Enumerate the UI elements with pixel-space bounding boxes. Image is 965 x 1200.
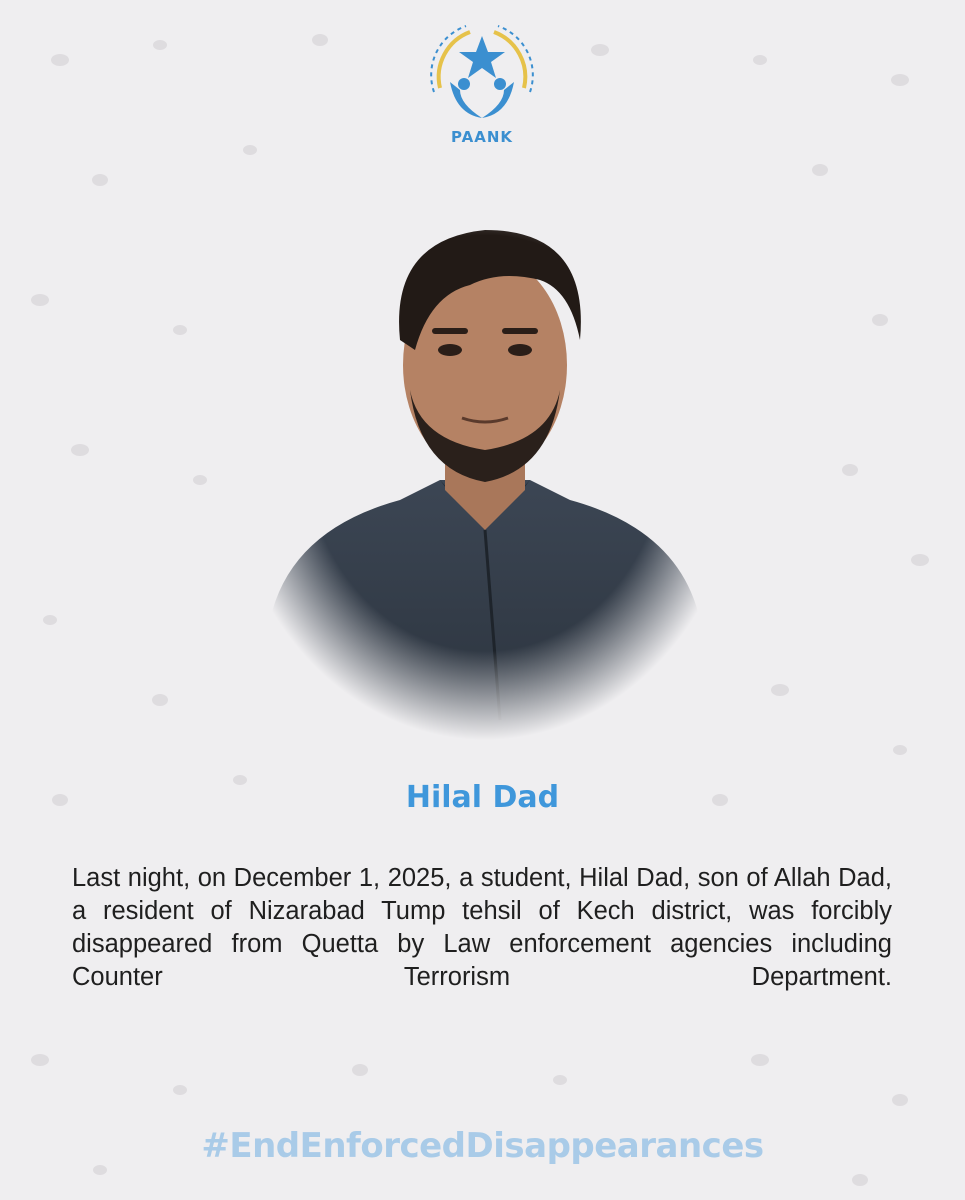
hashtag: #EndEnforcedDisappearances [201, 1126, 764, 1166]
portrait-photo [250, 200, 720, 740]
paank-logo [420, 18, 544, 158]
paank-star-wreath-logo-icon [420, 18, 544, 130]
logo-text: PAANK [450, 128, 513, 146]
person-name: Hilal Dad [405, 780, 560, 815]
statement-text: Last night, on December 1, 2025, a student, Hilal Dad, son of Allah Dad, a resident of Nizarabad Tump tehsil of Kech district, was forcibly disappeared from Quetta by Law enforcement agencies including Counter Terrorism Department. [72, 864, 892, 991]
